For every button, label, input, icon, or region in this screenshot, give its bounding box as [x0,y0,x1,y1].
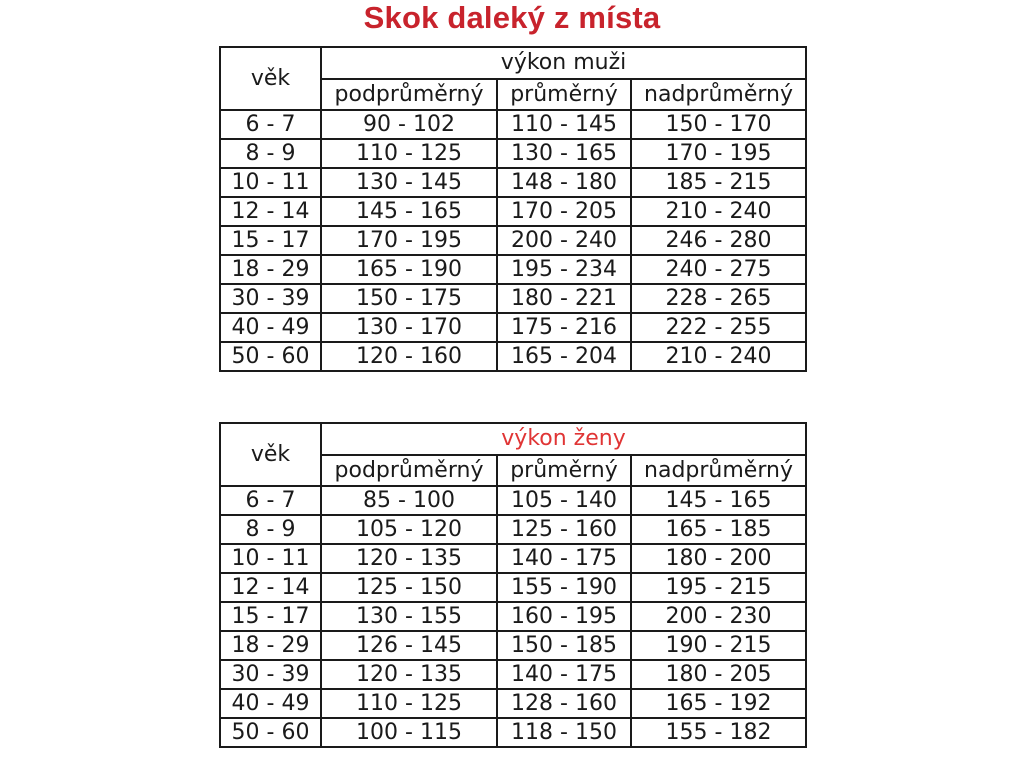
below-average-cell: 120 - 160 [321,342,497,371]
average-cell: 105 - 140 [497,486,631,515]
group-header-men: výkon muži [321,47,806,79]
age-cell: 30 - 39 [220,284,321,313]
age-cell: 10 - 11 [220,544,321,573]
column-header-below-average: podprůměrný [321,79,497,110]
average-cell: 200 - 240 [497,226,631,255]
age-cell: 8 - 9 [220,515,321,544]
average-cell: 148 - 180 [497,168,631,197]
below-average-cell: 105 - 120 [321,515,497,544]
table-row [220,718,806,747]
below-average-cell: 145 - 165 [321,197,497,226]
below-average-cell: 110 - 125 [321,139,497,168]
below-average-cell: 170 - 195 [321,226,497,255]
above-average-cell: 222 - 255 [631,313,806,342]
above-average-cell: 200 - 230 [631,602,806,631]
below-average-cell: 125 - 150 [321,573,497,602]
table-row [220,226,806,255]
average-cell: 160 - 195 [497,602,631,631]
age-cell: 10 - 11 [220,168,321,197]
table-row [220,168,806,197]
age-cell: 8 - 9 [220,139,321,168]
above-average-cell: 228 - 265 [631,284,806,313]
above-average-cell: 190 - 215 [631,631,806,660]
men-performance-table [219,46,807,372]
average-cell: 110 - 145 [497,110,631,139]
above-average-cell: 185 - 215 [631,168,806,197]
page-title: Skok daleký z místa [363,0,661,35]
above-average-cell: 210 - 240 [631,197,806,226]
average-cell: 180 - 221 [497,284,631,313]
table-row [220,573,806,602]
below-average-cell: 120 - 135 [321,544,497,573]
table-row [220,284,806,313]
table-row [220,515,806,544]
average-cell: 175 - 216 [497,313,631,342]
age-cell: 12 - 14 [220,197,321,226]
below-average-cell: 85 - 100 [321,486,497,515]
above-average-cell: 165 - 192 [631,689,806,718]
table-row [220,342,806,371]
below-average-cell: 110 - 125 [321,689,497,718]
average-cell: 165 - 204 [497,342,631,371]
group-header-row [220,423,806,455]
average-cell: 170 - 205 [497,197,631,226]
below-average-cell: 90 - 102 [321,110,497,139]
above-average-cell: 195 - 215 [631,573,806,602]
average-cell: 118 - 150 [497,718,631,747]
above-average-cell: 170 - 195 [631,139,806,168]
table-row [220,110,806,139]
average-cell: 140 - 175 [497,544,631,573]
age-cell: 6 - 7 [220,486,321,515]
below-average-cell: 130 - 170 [321,313,497,342]
age-cell: 12 - 14 [220,573,321,602]
table-row [220,486,806,515]
average-cell: 195 - 234 [497,255,631,284]
below-average-cell: 150 - 175 [321,284,497,313]
above-average-cell: 240 - 275 [631,255,806,284]
average-cell: 150 - 185 [497,631,631,660]
below-average-cell: 120 - 135 [321,660,497,689]
table-row [220,139,806,168]
table-row [220,313,806,342]
age-cell: 15 - 17 [220,226,321,255]
column-header-average: průměrný [497,79,631,110]
age-cell: 40 - 49 [220,689,321,718]
men-table-body [220,110,806,371]
below-average-cell: 130 - 155 [321,602,497,631]
age-cell: 40 - 49 [220,313,321,342]
above-average-cell: 246 - 280 [631,226,806,255]
age-cell: 50 - 60 [220,718,321,747]
women-performance-table [219,422,807,748]
below-average-cell: 126 - 145 [321,631,497,660]
above-average-cell: 180 - 200 [631,544,806,573]
table-row [220,631,806,660]
above-average-cell: 145 - 165 [631,486,806,515]
average-cell: 125 - 160 [497,515,631,544]
group-header-women: výkon ženy [321,423,806,455]
column-header-above-average: nadprůměrný [631,455,806,486]
age-cell: 50 - 60 [220,342,321,371]
age-cell: 15 - 17 [220,602,321,631]
column-header-average: průměrný [497,455,631,486]
average-cell: 140 - 175 [497,660,631,689]
women-table-body [220,486,806,747]
age-column-header: věk [220,47,321,110]
age-column-header: věk [220,423,321,486]
average-cell: 130 - 165 [497,139,631,168]
age-cell: 18 - 29 [220,255,321,284]
below-average-cell: 130 - 145 [321,168,497,197]
table-row [220,689,806,718]
table-row [220,197,806,226]
above-average-cell: 165 - 185 [631,515,806,544]
group-header-row [220,47,806,79]
age-cell: 6 - 7 [220,110,321,139]
column-header-below-average: podprůměrný [321,455,497,486]
table-row [220,660,806,689]
above-average-cell: 180 - 205 [631,660,806,689]
age-cell: 18 - 29 [220,631,321,660]
average-cell: 155 - 190 [497,573,631,602]
table-row [220,255,806,284]
above-average-cell: 155 - 182 [631,718,806,747]
average-cell: 128 - 160 [497,689,631,718]
above-average-cell: 150 - 170 [631,110,806,139]
below-average-cell: 165 - 190 [321,255,497,284]
above-average-cell: 210 - 240 [631,342,806,371]
table-row [220,602,806,631]
age-cell: 30 - 39 [220,660,321,689]
table-row [220,544,806,573]
below-average-cell: 100 - 115 [321,718,497,747]
column-header-above-average: nadprůměrný [631,79,806,110]
